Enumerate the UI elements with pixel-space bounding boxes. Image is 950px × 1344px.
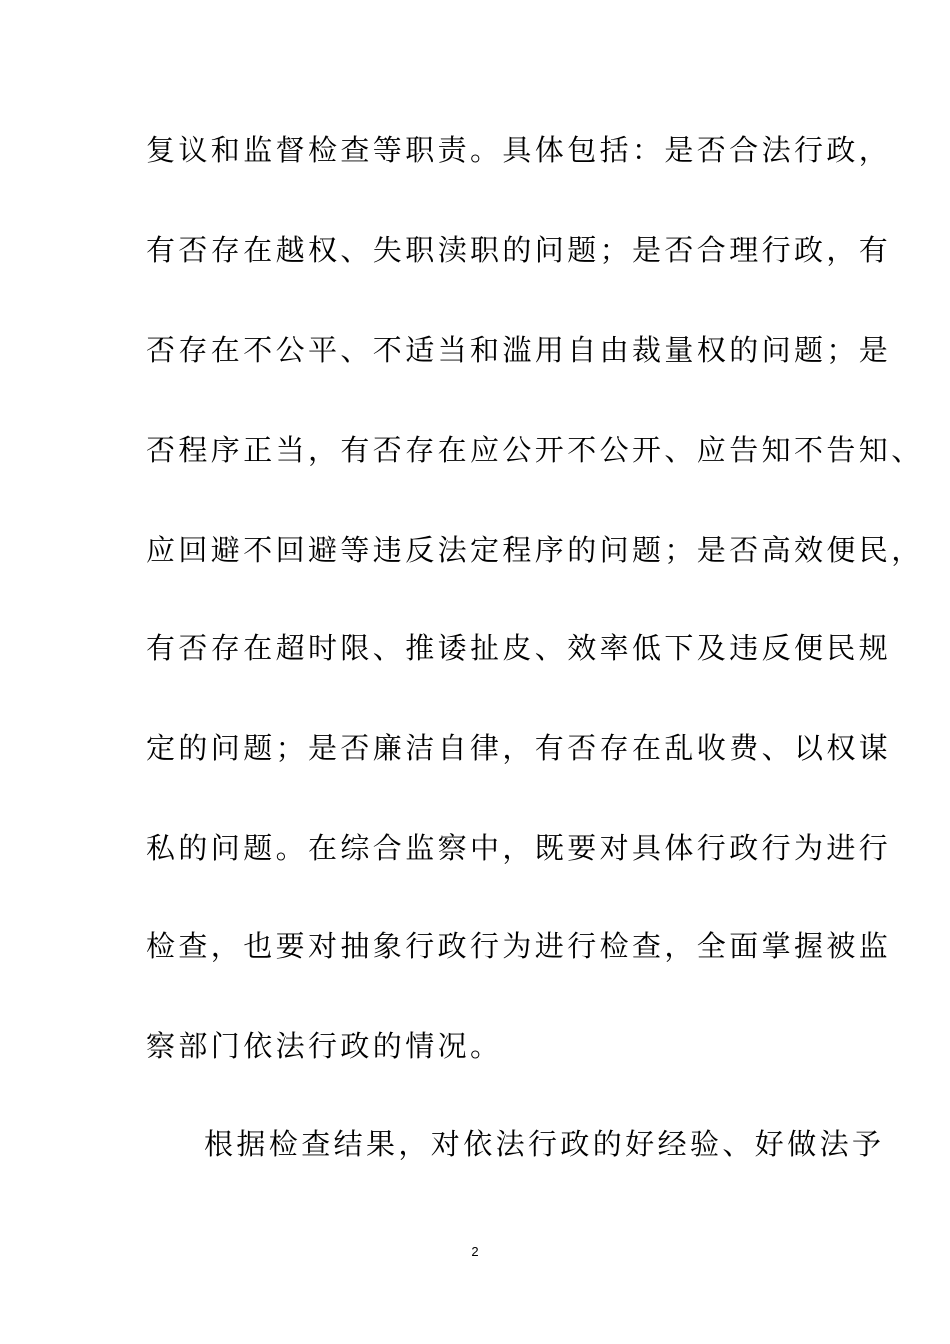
paragraph-line: 私的问题。在综合监察中，既要对具体行政行为进行 — [146, 831, 892, 865]
paragraph-line: 有否存在越权、失职渎职的问题；是否合理行政，有 — [146, 233, 892, 267]
paragraph-line: 否存在不公平、不适当和滥用自由裁量权的问题；是 — [146, 333, 892, 367]
paragraph-line: 应回避不回避等违反法定程序的问题；是否高效便民， — [146, 533, 924, 567]
paragraph-line: 察部门依法行政的情况。 — [146, 1029, 503, 1063]
paragraph-line: 否程序正当，有否存在应公开不公开、应告知不告知、 — [146, 433, 924, 467]
paragraph-line: 检查，也要对抽象行政行为进行检查，全面掌握被监 — [146, 929, 892, 963]
paragraph-first-line: 根据检查结果，对依法行政的好经验、好做法予 — [204, 1127, 885, 1161]
page-number: 2 — [471, 1244, 479, 1259]
paragraph-line: 定的问题；是否廉洁自律，有否存在乱收费、以权谋 — [146, 731, 892, 765]
paragraph-line: 有否存在超时限、推诿扯皮、效率低下及违反便民规 — [146, 631, 892, 665]
paragraph-line: 复议和监督检查等职责。具体包括：是否合法行政， — [146, 133, 892, 167]
